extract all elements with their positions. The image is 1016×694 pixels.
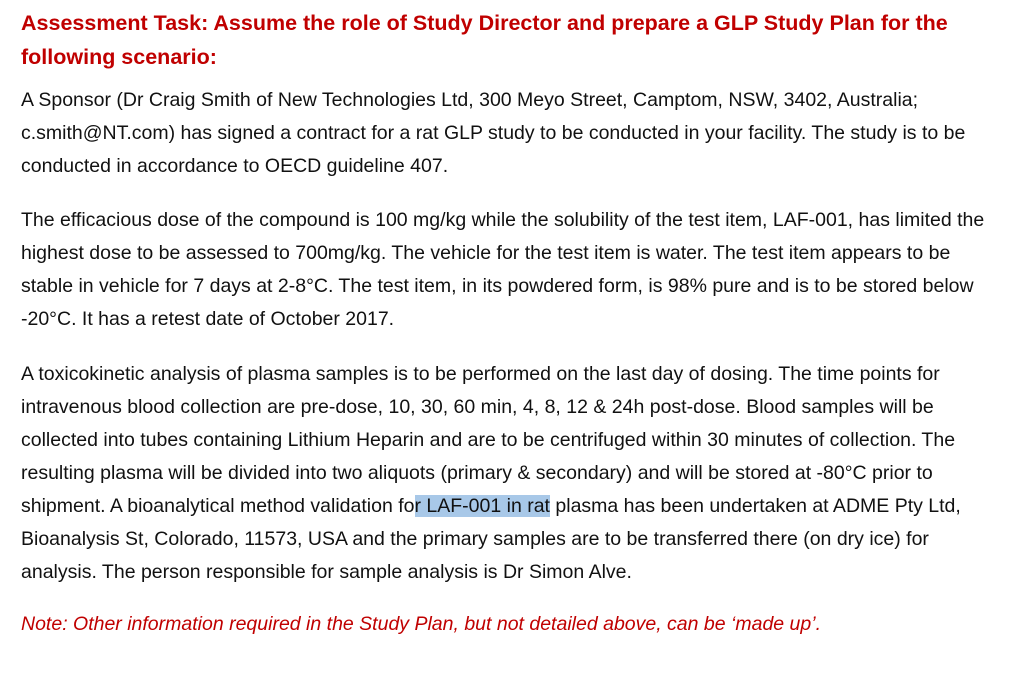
test-item-paragraph: The efficacious dose of the compound is 100 mg/kg while the solubility of the test item, LAF-001, has limited the highest dose to be assessed to 700mg/kg. The vehicle for the test item is water. The test item appears to be stable in vehicle for 7 days at 2-8°C. The test item, in its powdered form, is 98% pure and is to be stored below -20°C. It has a retest date of October 2017. <box>21 209 985 330</box>
sponsor-paragraph: A Sponsor (Dr Craig Smith of New Technologies Ltd, 300 Meyo Street, Camptom, NSW, 3402, Australia; c.smith@NT.com) has signed a contract for a rat GLP study to be conducted in your facility. The study is to be conducted in accordance to OECD guideline 407. <box>21 89 966 177</box>
selected-text-highlight[interactable]: r LAF-001 in rat <box>414 495 550 517</box>
made-up-info-note: Note: Other information required in the Study Plan, but not detailed above, can be ‘made up’. <box>21 613 821 635</box>
document-page <box>21 6 996 641</box>
toxicokinetic-text-start: A toxicokinetic analysis of plasma samples is to be performed on the last day of dosing. The time points for intravenous blood collection are pre-dose, 10, 30, 60 min, 4, 8, 12 & 24h post-dose. Blood samples will be collected into tubes containing Lithium Heparin and are to be centrifuged within 30 minutes of collection. The resulting plasma will be divided into two aliquots (primary & secondary) and will be stored at -80°C prior to shipment. A bioanalytical method validation fo <box>21 363 956 517</box>
toxicokinetic-paragraph <box>21 358 996 589</box>
toxicokinetic-text-end: plasma has been undertaken at ADME Pty Ltd, Bioanalysis St, Colorado, 11573, USA and the primary samples are to be transferred there (on dry ice) for analysis. The person responsible for sample analysis is Dr Simon Alve. <box>21 495 961 583</box>
assessment-task-heading: Assessment Task: Assume the role of Study Director and prepare a GLP Study Plan for the following scenario: <box>21 11 948 69</box>
